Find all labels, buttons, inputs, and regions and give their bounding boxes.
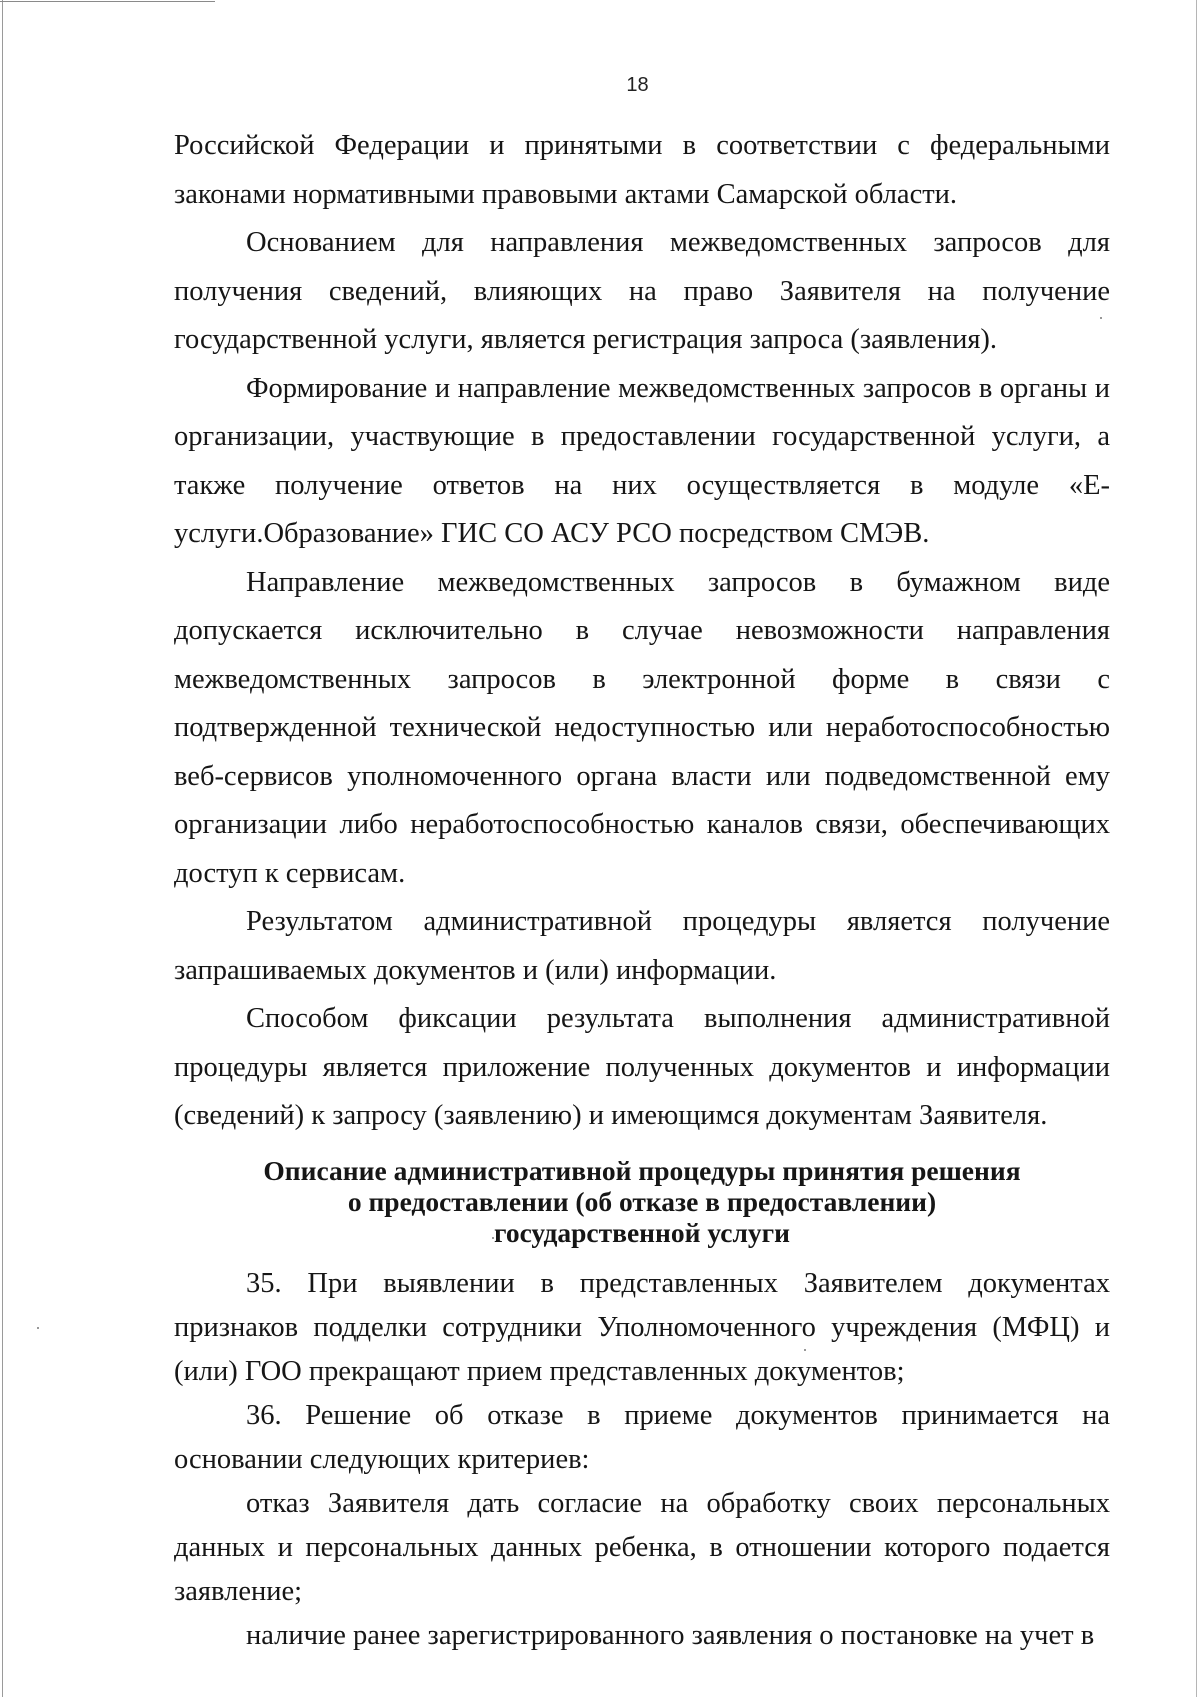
paragraph-formation-of-requests: Формирование и направление межведомственных запросов в органы и организации, участвующие в предоставлении государственной услуги, а также получение ответов на них осуществляется в модуле «Е-услуги.Образование» ГИС СО АСУ РСО посредством СМЭВ. <box>174 372 1110 549</box>
section-heading <box>174 1155 1110 1248</box>
paragraph-continuation: Российской Федерации и принятыми в соответствии с федеральными законами нормативными правовыми актами Самарской области. <box>174 130 1110 210</box>
paragraph-item-35: 35. При выявлении в представленных Заявителем документах признаков подделки сотрудники Уполномоченного учреждения (МФЦ) и (или) ГОО прекращают прием представленных документов; <box>174 1267 1110 1387</box>
document-body <box>174 122 1110 1658</box>
section-heading-line-1: Описание административной процедуры принятия решения <box>263 1154 1021 1186</box>
page-number: 18 <box>626 74 649 96</box>
section-heading-line-2: о предоставлении (об отказе в предоставлении) <box>347 1185 937 1217</box>
paragraph-procedure-result: Результатом административной процедуры является получение запрашиваемых документов и (или) информации. <box>174 906 1110 986</box>
scan-edge-right <box>1196 0 1197 1697</box>
paragraph-item-36: 36. Решение об отказе в приеме документов принимается на основании следующих критериев: <box>174 1399 1110 1475</box>
scan-speck <box>1100 317 1102 319</box>
paragraph-criterion-consent: отказ Заявителя дать согласие на обработку своих персональных данных и персональных данных ребенка, в отношении которого подается заявление; <box>174 1487 1110 1607</box>
section-heading-line-3: государственной услуги <box>494 1216 790 1248</box>
scan-edge-left <box>2 0 3 1697</box>
paragraph-paper-requests: Направление межведомственных запросов в бумажном виде допускается исключительно в случае невозможности направления межведомственных запросов в электронной форме в связи с подтвержденной технической недоступностью или неработоспособностью веб-сервисов уполномоченного органа власти или подведомственной ему организации либо неработоспособностью каналов связи, обеспечивающих доступ к сервисам. <box>174 566 1110 889</box>
scan-speck <box>37 1327 39 1329</box>
paragraph-result-recording: Способом фиксации результата выполнения административной процедуры является приложение полученных документов и информации (сведений) к запросу (заявлению) и имеющимся документам Заявителя. <box>174 1003 1110 1131</box>
paragraph-grounds-for-requests: Основанием для направления межведомственных запросов для получения сведений, влияющих на право Заявителя на получение государственной услуги, является регистрация запроса (заявления). <box>174 227 1110 355</box>
paragraph-criterion-prior-application: наличие ранее зарегистрированного заявления о постановке на учет в <box>246 1619 1095 1651</box>
scan-speck <box>492 1237 494 1239</box>
scan-edge-top <box>0 1 215 2</box>
scan-speck <box>804 1349 806 1351</box>
